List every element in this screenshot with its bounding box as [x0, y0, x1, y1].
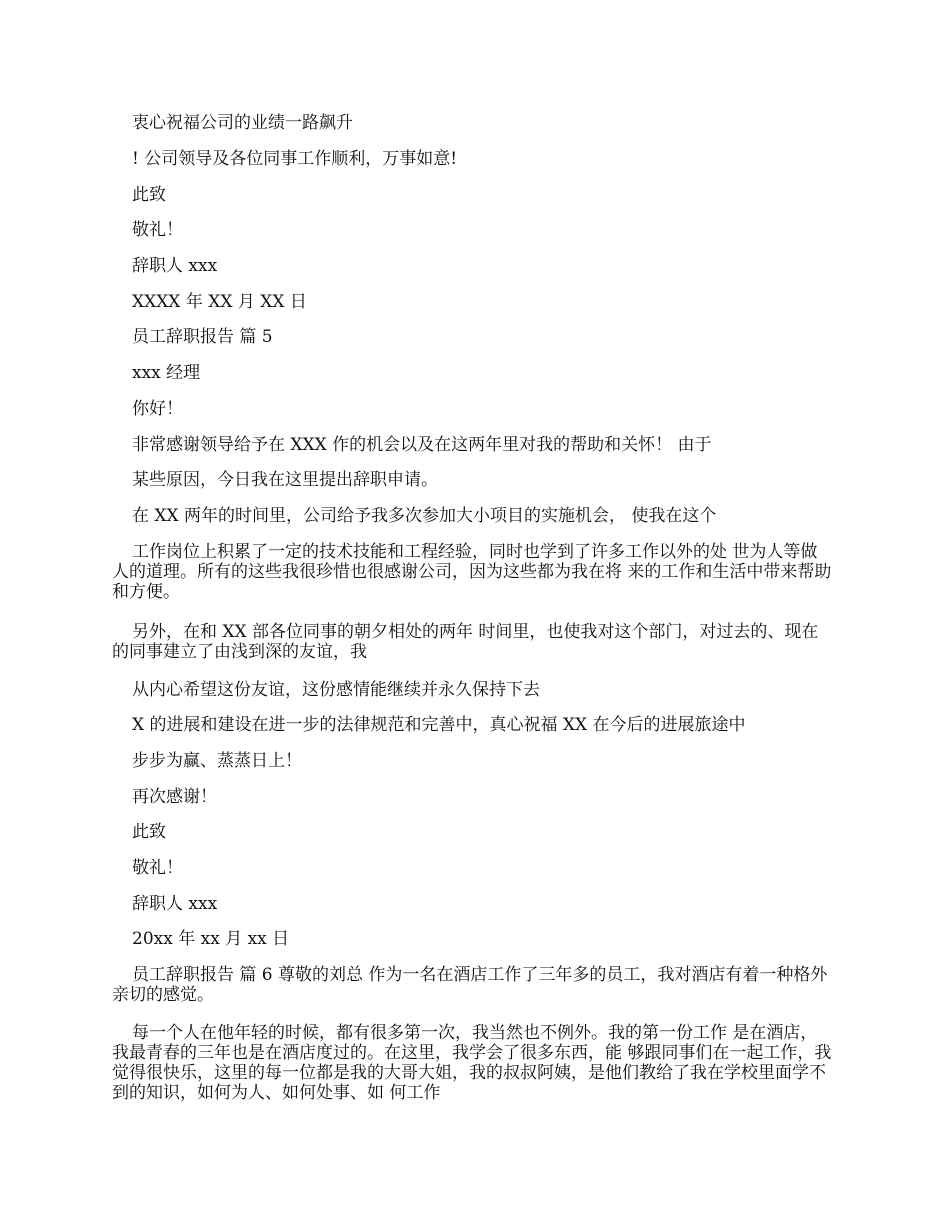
paragraph-18: 再次感谢！ — [132, 787, 217, 807]
paragraph-8: xxx 经理 — [132, 363, 201, 383]
paragraph-23: 员工辞职报告 篇 6 尊敬的刘总 作为一名在酒店工作了三年多的员工，我对酒店有着一种格外亲切的感觉。 — [112, 965, 828, 1005]
paragraph-6: XXXX 年 XX 月 XX 日 — [132, 292, 307, 312]
paragraph-4: 敬礼！ — [132, 220, 183, 240]
paragraph-17: 步步为赢、蒸蒸日上！ — [132, 751, 302, 771]
paragraph-16: X 的进展和建设在进一步的法律规范和完善中，真心祝福 XX 在今后的进展旅途中 — [132, 715, 746, 735]
paragraph-14: 另外，在和 XX 部各位同事的朝夕相处的两年 时间里，也使我对这个部门，对过去的、现在的同事建立了由浅到深的友谊，我 — [112, 622, 819, 662]
paragraph-24: 每一个人在他年轻的时候，都有很多第一次，我当然也不例外。我的第一份工作 是在酒店，我最青春的三年也是在酒店度过的。在这里，我学会了很多东西，能 够跟同事们在一起工作，我觉得很快乐，这里的每一位都是我的大哥大姐，我的叔叔阿姨，是他们教给了我在学校里面学不到的知识，如何为人、如何处事、如 何工作 — [112, 1023, 832, 1103]
paragraph-11: 某些原因，今日我在这里提出辞职申请。 — [132, 470, 438, 490]
paragraph-9: 你好！ — [132, 399, 183, 419]
paragraph-12: 在 XX 两年的时间里，公司给予我多次参加大小项目的实施机会， 使我在这个 — [132, 506, 717, 526]
paragraph-21: 辞职人 xxx — [132, 894, 218, 914]
paragraph-10: 非常感谢领导给予在 XXX 作的机会以及在这两年里对我的帮助和关怀！ 由于 — [132, 435, 712, 455]
paragraph-13: 工作岗位上积累了一定的技术技能和工程经验，同时也学到了许多工作以外的处 世为人等做人的道理。所有的这些我很珍惜也很感谢公司，因为这些都为我在将 来的工作和生活中带来帮助和方便。 — [112, 542, 832, 602]
paragraph-7: 员工辞职报告 篇 5 — [132, 327, 273, 347]
paragraph-3: 此致 — [132, 185, 166, 205]
paragraph-2: ! 公司领导及各位同事工作顺利，万事如意! — [132, 149, 458, 169]
paragraph-19: 此致 — [132, 822, 166, 842]
paragraph-1: 衷心祝福公司的业绩一路飙升 — [132, 113, 353, 133]
paragraph-15: 从内心希望这份友谊，这份感情能继续并永久保持下去 — [132, 680, 540, 700]
paragraph-5: 辞职人 xxx — [132, 256, 218, 276]
paragraph-22: 20xx 年 xx 月 xx 日 — [132, 929, 290, 949]
paragraph-20: 敬礼！ — [132, 858, 183, 878]
